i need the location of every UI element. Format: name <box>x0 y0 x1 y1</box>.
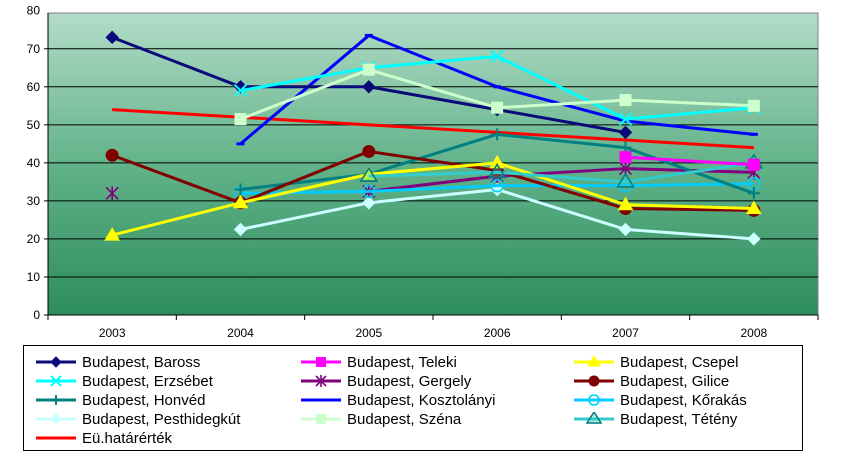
legend-item <box>299 353 457 371</box>
y-tick-label: 40 <box>26 155 40 170</box>
data-point <box>317 415 326 424</box>
y-tick-labels <box>27 4 41 322</box>
data-point <box>106 149 118 161</box>
legend-label: Budapest, Erzsébet <box>82 372 213 390</box>
legend-swatch <box>299 374 343 388</box>
legend-item <box>34 353 200 371</box>
data-point <box>620 95 631 106</box>
legend-item <box>572 353 738 371</box>
y-tick-label: 80 <box>26 3 40 18</box>
legend-label: Budapest, Honvéd <box>82 391 206 409</box>
legend-label: Budapest, Tétény <box>620 410 738 428</box>
data-point <box>363 64 374 75</box>
data-point <box>51 414 61 424</box>
legend-label: Budapest, Gilice <box>620 372 730 390</box>
legend <box>23 345 803 451</box>
legend-swatch <box>572 355 616 369</box>
y-tick-label: 10 <box>26 269 40 284</box>
data-point <box>51 357 61 367</box>
data-point <box>235 114 246 125</box>
data-point <box>589 376 599 386</box>
legend-swatch <box>34 412 78 426</box>
legend-swatch <box>572 393 616 407</box>
legend-item <box>572 410 737 428</box>
legend-item <box>299 372 471 390</box>
data-point <box>51 395 61 405</box>
legend-label: Budapest, Széna <box>347 410 462 428</box>
x-tick-label: 2007 <box>612 326 639 340</box>
data-point <box>492 102 503 113</box>
legend-label: Budapest, Baross <box>82 353 201 371</box>
legend-label: Budapest, Kőrakás <box>620 391 747 409</box>
legend-item <box>34 410 240 428</box>
legend-label: Budapest, Kosztolányi <box>347 391 496 409</box>
legend-item <box>34 372 213 390</box>
legend-item <box>34 429 172 447</box>
y-tick-label: 20 <box>26 231 40 246</box>
legend-swatch <box>299 355 343 369</box>
data-point <box>363 145 375 157</box>
y-tick-label: 70 <box>26 41 40 56</box>
legend-label: Budapest, Teleki <box>347 353 457 371</box>
legend-label: Budapest, Pesthidegkút <box>82 410 241 428</box>
y-tick-label: 50 <box>26 117 40 132</box>
x-tick-label: 2008 <box>740 326 768 340</box>
data-point <box>748 100 759 111</box>
legend-swatch <box>572 374 616 388</box>
x-tick-label: 2004 <box>227 326 254 340</box>
legend-label: Budapest, Gergely <box>347 372 472 390</box>
legend-item <box>34 391 205 409</box>
legend-swatch <box>299 393 343 407</box>
x-tick-label: 2003 <box>98 326 126 340</box>
y-tick-label: 60 <box>26 79 40 94</box>
legend-label: Eü.határérték <box>82 429 173 447</box>
legend-item <box>572 372 729 390</box>
legend-label: Budapest, Csepel <box>620 353 739 371</box>
data-point <box>620 152 631 163</box>
x-tick-label: 2006 <box>483 326 511 340</box>
legend-swatch <box>572 412 616 426</box>
legend-swatch <box>299 412 343 426</box>
legend-swatch <box>34 431 78 445</box>
data-point <box>748 159 759 170</box>
legend-item <box>572 391 747 409</box>
data-point <box>317 358 326 367</box>
legend-item <box>299 410 461 428</box>
legend-swatch <box>34 374 78 388</box>
x-tick-labels <box>99 326 768 340</box>
legend-swatch <box>34 393 78 407</box>
x-tick-label: 2005 <box>355 326 383 340</box>
legend-swatch <box>34 355 78 369</box>
y-tick-label: 0 <box>33 308 40 322</box>
y-tick-label: 30 <box>26 193 40 208</box>
legend-item <box>299 391 495 409</box>
